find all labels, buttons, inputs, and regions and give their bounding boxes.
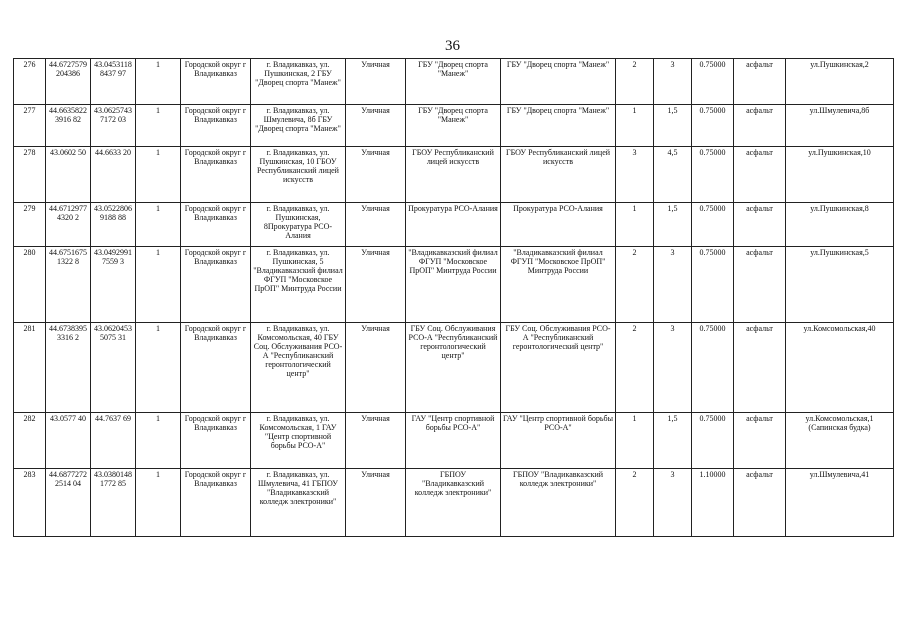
cell-district: Городской округ г Владикавказ [181,203,251,247]
table-row [14,147,894,203]
cell-n: 1 [136,323,181,413]
cell-location: ул.Комсомольская,40 [786,323,894,413]
cell-location: ул.Комсомольская,1 (Сапинская будка) [786,413,894,469]
cell-count: 2 [616,247,654,323]
cell-owner: ГБУ "Дворец спорта "Манеж" [406,105,501,147]
cell-volume: 1,5 [654,105,692,147]
table-row [14,413,894,469]
cell-capacity: 0.75000 [692,323,734,413]
cell-type: Уличная [346,323,406,413]
cell-source: ГБУ Соц. Обслуживания РСО-А "Республиканский геронтологический центр" [501,323,616,413]
cell-type: Уличная [346,59,406,105]
cell-source: ГБПОУ "Владикавказский колледж электроники" [501,469,616,537]
cell-n: 1 [136,469,181,537]
cell-surface: асфальт [734,147,786,203]
cell-surface: асфальт [734,469,786,537]
cell-volume: 4,5 [654,147,692,203]
cell-owner: "Владикавказский филиал ФГУП "Московское ПрОП" Минтруда России [406,247,501,323]
cell-source: "Владикавказский филиал ФГУП "Московское ПрОП" Минтруда России [501,247,616,323]
cell-volume: 1,5 [654,203,692,247]
registry-table [13,58,894,537]
cell-address: г. Владикавказ, ул. Комсомольская, 1 ГАУ "Центр спортивной борьбы РСО-А" [251,413,346,469]
cell-owner: ГБУ "Дворец спорта "Манеж" [406,59,501,105]
cell-source: ГБОУ Республиканский лицей искусств [501,147,616,203]
cell-owner: ГБУ Соц. Обслуживания РСО-А "Республиканский геронтологический центр" [406,323,501,413]
cell-count: 1 [616,203,654,247]
cell-surface: асфальт [734,105,786,147]
cell-type: Уличная [346,413,406,469]
cell-district: Городской округ г Владикавказ [181,323,251,413]
cell-capacity: 1.10000 [692,469,734,537]
cell-volume: 3 [654,323,692,413]
cell-district: Городской округ г Владикавказ [181,147,251,203]
cell-owner: ГБОУ Республиканский лицей искусств [406,147,501,203]
cell-address: г. Владикавказ, ул. Пушкинская, 5 "Владикавказский филиал ФГУП "Московское ПрОП" Минтруда России [251,247,346,323]
cell-num: 280 [14,247,46,323]
cell-source: ГБУ "Дворец спорта "Манеж" [501,59,616,105]
cell-district: Городской округ г Владикавказ [181,247,251,323]
cell-lon: 44.7637 69 [91,413,136,469]
cell-n: 1 [136,203,181,247]
table-row [14,323,894,413]
cell-location: ул.Пушкинская,5 [786,247,894,323]
cell-type: Уличная [346,469,406,537]
cell-location: ул.Шмулевича,8б [786,105,894,147]
cell-lon: 43.06257437172 03 [91,105,136,147]
cell-type: Уличная [346,247,406,323]
page-number: 36 [445,38,460,54]
cell-lat: 44.66358223916 82 [46,105,91,147]
cell-num: 277 [14,105,46,147]
cell-surface: асфальт [734,203,786,247]
cell-type: Уличная [346,147,406,203]
cell-capacity: 0.75000 [692,59,734,105]
cell-n: 1 [136,247,181,323]
cell-district: Городской округ г Владикавказ [181,105,251,147]
cell-num: 278 [14,147,46,203]
cell-count: 3 [616,147,654,203]
cell-surface: асфальт [734,323,786,413]
cell-lon: 43.04929917559 3 [91,247,136,323]
cell-source: ГАУ "Центр спортивной борьбы РСО-А" [501,413,616,469]
cell-owner: ГБПОУ "Владикавказский колледж электроники" [406,469,501,537]
cell-address: г. Владикавказ, ул. Комсомольская, 40 ГБУ Соц. Обслуживания РСО-А "Республиканский геронтологический центр" [251,323,346,413]
cell-lon: 43.05228069188 88 [91,203,136,247]
cell-type: Уличная [346,105,406,147]
cell-address: г. Владикавказ, ул. Шмулевича, 8б ГБУ "Дворец спорта "Манеж" [251,105,346,147]
cell-n: 1 [136,59,181,105]
cell-location: ул.Шмулевича,41 [786,469,894,537]
cell-lon: 43.06204535075 31 [91,323,136,413]
cell-count: 2 [616,59,654,105]
cell-count: 2 [616,469,654,537]
cell-num: 279 [14,203,46,247]
cell-source: Прокуратура РСО-Алания [501,203,616,247]
cell-location: ул.Пушкинская,2 [786,59,894,105]
cell-num: 282 [14,413,46,469]
cell-n: 1 [136,105,181,147]
cell-lat: 44.67516751322 8 [46,247,91,323]
cell-address: г. Владикавказ, ул. Шмулевича, 41 ГБПОУ "Владикавказский колледж электроники" [251,469,346,537]
cell-volume: 3 [654,469,692,537]
cell-surface: асфальт [734,59,786,105]
cell-volume: 3 [654,247,692,323]
cell-capacity: 0.75000 [692,105,734,147]
cell-district: Городской округ г Владикавказ [181,413,251,469]
cell-owner: Прокуратура РСО-Алания [406,203,501,247]
table-row [14,247,894,323]
cell-count: 1 [616,413,654,469]
table-row [14,469,894,537]
cell-surface: асфальт [734,247,786,323]
cell-district: Городской округ г Владикавказ [181,469,251,537]
cell-lat: 44.67129774320 2 [46,203,91,247]
cell-num: 281 [14,323,46,413]
cell-capacity: 0.75000 [692,147,734,203]
cell-capacity: 0.75000 [692,203,734,247]
cell-capacity: 0.75000 [692,413,734,469]
cell-lon: 43.03801481772 85 [91,469,136,537]
cell-count: 1 [616,105,654,147]
table-row [14,105,894,147]
cell-lat: 43.0602 50 [46,147,91,203]
cell-location: ул.Пушкинская,8 [786,203,894,247]
cell-num: 283 [14,469,46,537]
table-row [14,203,894,247]
cell-volume: 1,5 [654,413,692,469]
cell-owner: ГАУ "Центр спортивной борьбы РСО-А" [406,413,501,469]
cell-n: 1 [136,147,181,203]
cell-num: 276 [14,59,46,105]
cell-surface: асфальт [734,413,786,469]
cell-capacity: 0.75000 [692,247,734,323]
cell-district: Городской округ г Владикавказ [181,59,251,105]
cell-volume: 3 [654,59,692,105]
cell-lat: 44.6727579204386 [46,59,91,105]
cell-location: ул.Пушкинская,10 [786,147,894,203]
cell-type: Уличная [346,203,406,247]
cell-count: 2 [616,323,654,413]
cell-source: ГБУ "Дворец спорта "Манеж" [501,105,616,147]
cell-lon: 43.04531188437 97 [91,59,136,105]
cell-lon: 44.6633 20 [91,147,136,203]
cell-lat: 44.67383953316 2 [46,323,91,413]
cell-lat: 43.0577 40 [46,413,91,469]
cell-address: г. Владикавказ, ул. Пушкинская, 10 ГБОУ Республиканский лицей искусств [251,147,346,203]
cell-address: г. Владикавказ, ул. Пушкинская, 8Прокуратура РСО-Алания [251,203,346,247]
cell-lat: 44.68772722514 04 [46,469,91,537]
table-row [14,59,894,105]
cell-n: 1 [136,413,181,469]
cell-address: г. Владикавказ, ул. Пушкинская, 2 ГБУ "Дворец спорта "Манеж" [251,59,346,105]
